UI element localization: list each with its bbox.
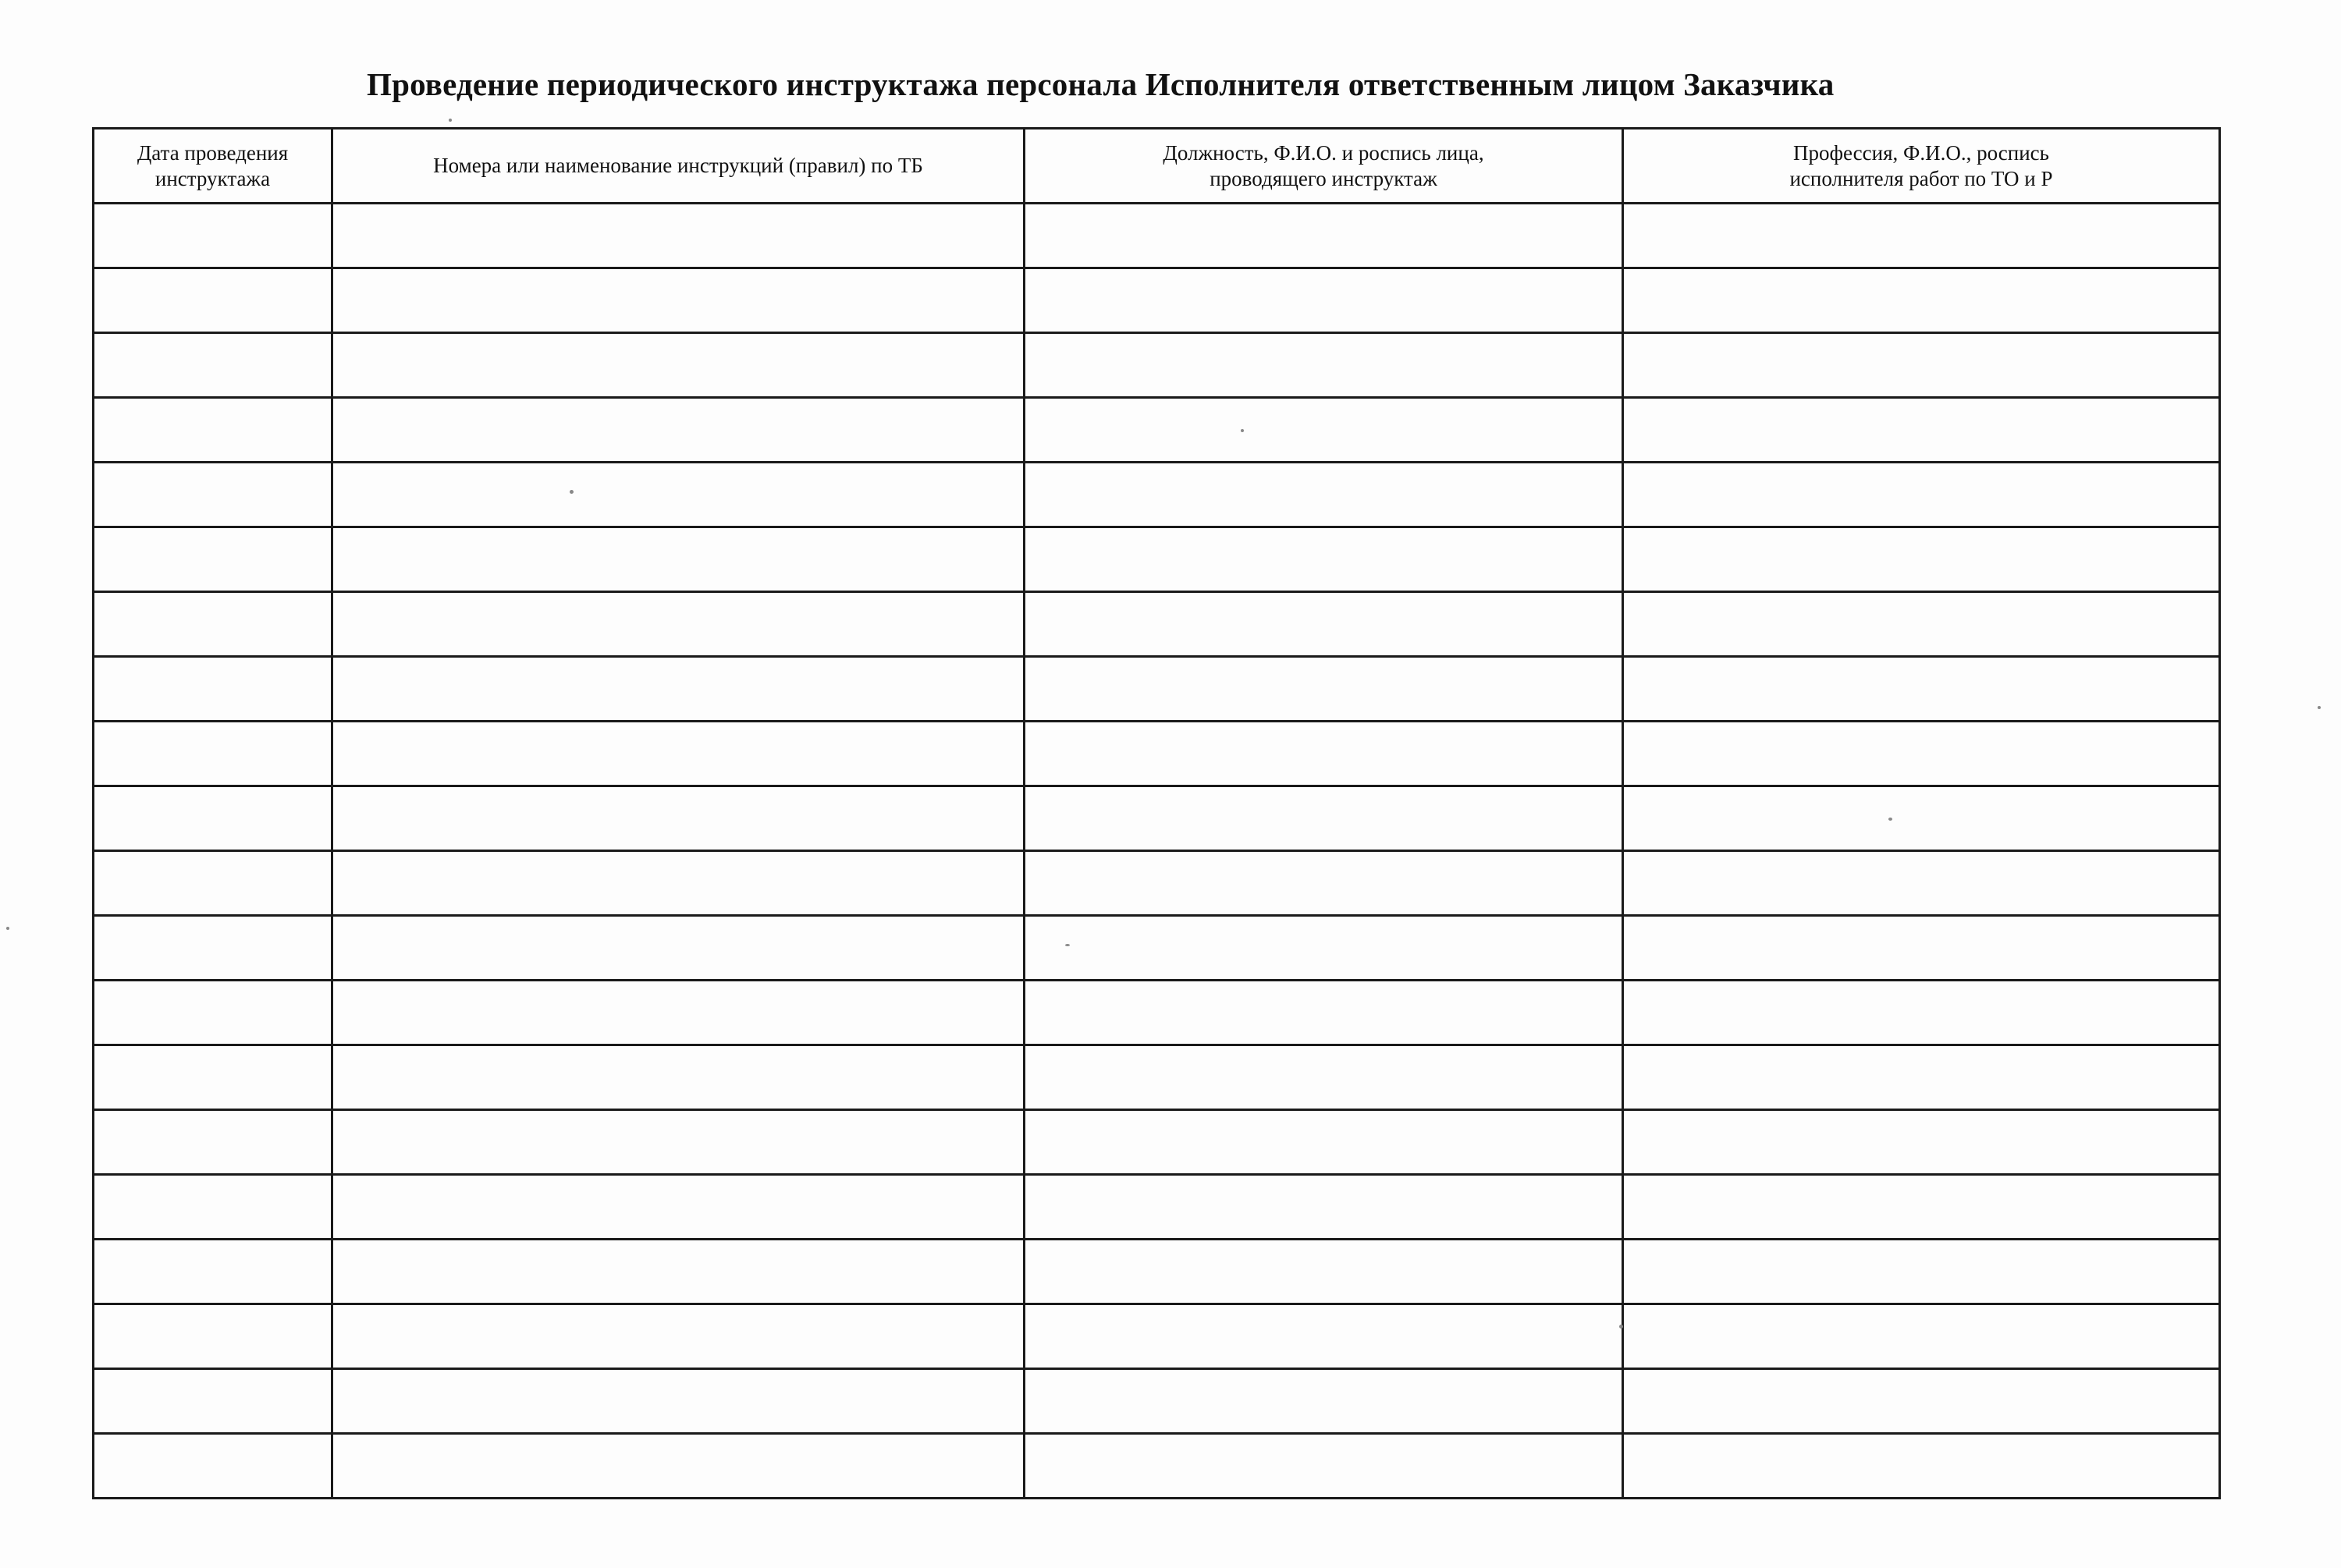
cell-date[interactable] — [94, 592, 332, 657]
cell-executor[interactable] — [1623, 851, 2220, 916]
cell-executor[interactable] — [1623, 1045, 2220, 1110]
cell-instructions[interactable] — [332, 592, 1025, 657]
cell-date[interactable] — [94, 1304, 332, 1369]
cell-responsible[interactable] — [1025, 268, 1623, 333]
header-date-line1: Дата проведения — [137, 140, 289, 165]
table-row — [94, 333, 2220, 398]
cell-executor[interactable] — [1623, 527, 2220, 592]
cell-responsible[interactable] — [1025, 851, 1623, 916]
table-row — [94, 1240, 2220, 1304]
header-executor — [1623, 129, 2220, 204]
cell-instructions[interactable] — [332, 1240, 1025, 1304]
table-row — [94, 463, 2220, 527]
cell-instructions[interactable] — [332, 463, 1025, 527]
cell-responsible[interactable] — [1025, 916, 1623, 981]
cell-executor[interactable] — [1623, 916, 2220, 981]
header-date — [94, 129, 332, 204]
cell-instructions[interactable] — [332, 204, 1025, 268]
cell-responsible[interactable] — [1025, 786, 1623, 851]
cell-executor[interactable] — [1623, 1110, 2220, 1175]
cell-responsible[interactable] — [1025, 204, 1623, 268]
cell-executor[interactable] — [1623, 657, 2220, 722]
cell-executor[interactable] — [1623, 786, 2220, 851]
header-date-line2: инструктажа — [155, 166, 271, 190]
cell-instructions[interactable] — [332, 268, 1025, 333]
table-row — [94, 268, 2220, 333]
table-row — [94, 1045, 2220, 1110]
scan-speck — [2318, 706, 2321, 709]
cell-executor[interactable] — [1623, 204, 2220, 268]
cell-responsible[interactable] — [1025, 333, 1623, 398]
cell-executor[interactable] — [1623, 592, 2220, 657]
cell-instructions[interactable] — [332, 1304, 1025, 1369]
cell-executor[interactable] — [1623, 1434, 2220, 1499]
cell-executor[interactable] — [1623, 981, 2220, 1045]
header-responsible-line2: проводящего инструктаж — [1210, 166, 1437, 190]
cell-date[interactable] — [94, 851, 332, 916]
document-title: Проведение периодического инструктажа персонала Исполнителя ответственным лицом Заказчика — [367, 66, 1835, 102]
scan-speck — [449, 119, 452, 122]
cell-instructions[interactable] — [332, 657, 1025, 722]
cell-instructions[interactable] — [332, 1175, 1025, 1240]
cell-responsible[interactable] — [1025, 1175, 1623, 1240]
cell-date[interactable] — [94, 398, 332, 463]
table-row — [94, 1369, 2220, 1434]
cell-date[interactable] — [94, 333, 332, 398]
scan-speck — [6, 927, 9, 930]
cell-instructions[interactable] — [332, 527, 1025, 592]
cell-responsible[interactable] — [1025, 1369, 1623, 1434]
cell-executor[interactable] — [1623, 333, 2220, 398]
header-executor-line1: Профессия, Ф.И.О., роспись — [1793, 140, 2049, 165]
instruction-log-table — [92, 127, 2221, 1499]
table-row — [94, 1434, 2220, 1499]
header-instructions — [332, 129, 1025, 204]
scan-speck — [1888, 818, 1892, 821]
cell-instructions[interactable] — [332, 398, 1025, 463]
cell-instructions[interactable] — [332, 1045, 1025, 1110]
table-row — [94, 204, 2220, 268]
cell-instructions[interactable] — [332, 851, 1025, 916]
table-row — [94, 1175, 2220, 1240]
cell-executor[interactable] — [1623, 1304, 2220, 1369]
cell-instructions[interactable] — [332, 722, 1025, 786]
table-row — [94, 916, 2220, 981]
cell-instructions[interactable] — [332, 1434, 1025, 1499]
cell-responsible[interactable] — [1025, 592, 1623, 657]
cell-executor[interactable] — [1623, 1369, 2220, 1434]
cell-executor[interactable] — [1623, 1175, 2220, 1240]
scan-speck — [1065, 944, 1070, 946]
header-responsible-line1: Должность, Ф.И.О. и роспись лица, — [1163, 140, 1484, 165]
cell-instructions[interactable] — [332, 786, 1025, 851]
table-row — [94, 786, 2220, 851]
cell-responsible[interactable] — [1025, 722, 1623, 786]
cell-executor[interactable] — [1623, 722, 2220, 786]
cell-date[interactable] — [94, 527, 332, 592]
cell-date[interactable] — [94, 657, 332, 722]
cell-responsible[interactable] — [1025, 463, 1623, 527]
cell-instructions[interactable] — [332, 333, 1025, 398]
table-row — [94, 1304, 2220, 1369]
scan-speck — [570, 490, 574, 494]
cell-responsible[interactable] — [1025, 1045, 1623, 1110]
cell-responsible[interactable] — [1025, 1240, 1623, 1304]
cell-instructions[interactable] — [332, 981, 1025, 1045]
cell-date[interactable] — [94, 1369, 332, 1434]
table-row — [94, 398, 2220, 463]
cell-responsible[interactable] — [1025, 1434, 1623, 1499]
cell-responsible[interactable] — [1025, 657, 1623, 722]
table-body — [94, 204, 2220, 1499]
header-executor-line2: исполнителя работ по ТО и Р — [1789, 166, 2053, 190]
cell-date[interactable] — [94, 1175, 332, 1240]
cell-date[interactable] — [94, 981, 332, 1045]
cell-date[interactable] — [94, 463, 332, 527]
table-row — [94, 1110, 2220, 1175]
cell-instructions[interactable] — [332, 1369, 1025, 1434]
header-responsible-person — [1025, 129, 1623, 204]
scan-speck — [1619, 1325, 1623, 1329]
table-row — [94, 851, 2220, 916]
cell-date[interactable] — [94, 916, 332, 981]
cell-instructions[interactable] — [332, 916, 1025, 981]
cell-responsible[interactable] — [1025, 1304, 1623, 1369]
table-row — [94, 981, 2220, 1045]
cell-date[interactable] — [94, 786, 332, 851]
table-row — [94, 527, 2220, 592]
cell-executor[interactable] — [1623, 398, 2220, 463]
cell-instructions[interactable] — [332, 1110, 1025, 1175]
cell-executor[interactable] — [1623, 268, 2220, 333]
cell-date[interactable] — [94, 722, 332, 786]
cell-date[interactable] — [94, 1045, 332, 1110]
table-header-row — [94, 129, 2220, 204]
cell-date[interactable] — [94, 1240, 332, 1304]
table-row — [94, 592, 2220, 657]
cell-date[interactable] — [94, 268, 332, 333]
cell-responsible[interactable] — [1025, 1110, 1623, 1175]
cell-executor[interactable] — [1623, 1240, 2220, 1304]
cell-date[interactable] — [94, 1434, 332, 1499]
table-row — [94, 722, 2220, 786]
cell-date[interactable] — [94, 1110, 332, 1175]
scan-speck — [1241, 429, 1244, 432]
cell-responsible[interactable] — [1025, 981, 1623, 1045]
cell-responsible[interactable] — [1025, 398, 1623, 463]
cell-executor[interactable] — [1623, 463, 2220, 527]
cell-responsible[interactable] — [1025, 527, 1623, 592]
header-instructions-line1: Номера или наименование инструкций (правил) по ТБ — [433, 154, 923, 177]
cell-date[interactable] — [94, 204, 332, 268]
table-row — [94, 657, 2220, 722]
